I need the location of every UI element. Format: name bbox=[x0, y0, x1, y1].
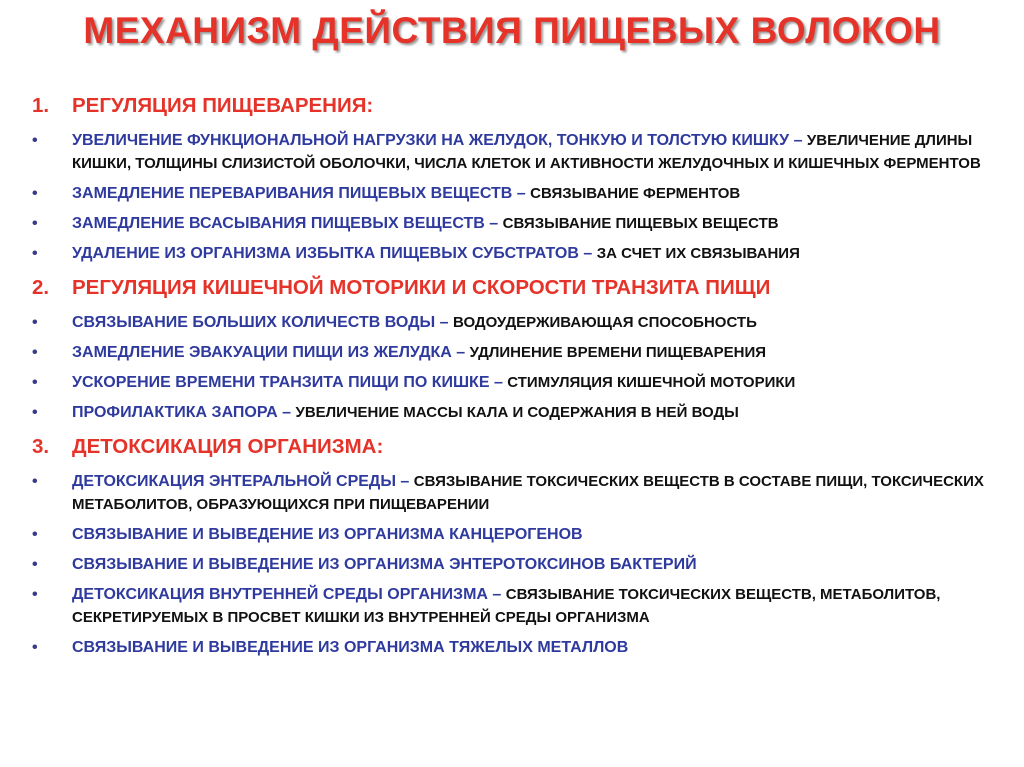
item-text bbox=[72, 341, 992, 364]
bullet-icon: • bbox=[32, 245, 38, 262]
list-item bbox=[32, 583, 992, 629]
item-text bbox=[72, 242, 992, 265]
section-heading-1 bbox=[32, 92, 992, 120]
item-lead: ДЕТОКСИКАЦИЯ ЭНТЕРАЛЬНОЙ СРЕДЫ – bbox=[72, 473, 410, 490]
item-desc: СВЯЗЫВАНИЕ ПИЩЕВЫХ ВЕЩЕСТВ bbox=[502, 215, 779, 232]
list-item bbox=[32, 341, 992, 364]
item-lead: ПРОФИЛАКТИКА ЗАПОРА – bbox=[72, 404, 292, 421]
item-desc: СВЯЗЫВАНИЕ ТОКСИЧЕСКИХ ВЕЩЕСТВ В СОСТАВЕ ПИЩИ, ТОКСИЧЕСКИХ МЕТАБОЛИТОВ, ОБРАЗУЮЩИХСЯ ПРИ ПИЩЕВАРЕНИИ bbox=[72, 473, 984, 513]
item-text bbox=[72, 523, 992, 546]
bullet-icon: • bbox=[32, 639, 38, 656]
item-text bbox=[72, 311, 992, 334]
bullet-icon: • bbox=[32, 185, 38, 202]
list-item bbox=[32, 311, 992, 334]
section-heading-2 bbox=[32, 274, 992, 302]
list-item bbox=[32, 470, 992, 516]
item-text bbox=[72, 636, 992, 659]
section-title: ДЕТОКСИКАЦИЯ ОРГАНИЗМА: bbox=[72, 435, 384, 458]
section-title: РЕГУЛЯЦИЯ ПИЩЕВАРЕНИЯ: bbox=[72, 94, 374, 117]
list-item bbox=[32, 242, 992, 265]
section-heading-3 bbox=[32, 433, 992, 461]
item-desc: ВОДОУДЕРЖИВАЮЩАЯ СПОСОБНОСТЬ bbox=[452, 314, 757, 331]
item-text bbox=[72, 212, 992, 235]
bullet-icon: • bbox=[32, 586, 38, 603]
item-lead: СВЯЗЫВАНИЕ И ВЫВЕДЕНИЕ ИЗ ОРГАНИЗМА ЭНТЕРОТОКСИНОВ БАКТЕРИЙ bbox=[72, 556, 697, 573]
item-text bbox=[72, 401, 992, 424]
slide-content bbox=[32, 92, 992, 659]
item-lead: ЗАМЕДЛЕНИЕ ЭВАКУАЦИИ ПИЩИ ИЗ ЖЕЛУДКА – bbox=[72, 344, 466, 361]
section-number: 2. bbox=[32, 276, 50, 299]
item-desc: УВЕЛИЧЕНИЕ МАССЫ КАЛА И СОДЕРЖАНИЯ В НЕЙ ВОДЫ bbox=[295, 404, 739, 421]
item-desc: СВЯЗЫВАНИЕ ТОКСИЧЕСКИХ ВЕЩЕСТВ, МЕТАБОЛИТОВ, СЕКРЕТИРУЕМЫХ В ПРОСВЕТ КИШКИ ИЗ ВНУТРЕННЕЙ СРЕДЫ ОРГАНИЗМА bbox=[72, 586, 941, 626]
item-text bbox=[72, 470, 992, 516]
item-lead: ЗАМЕДЛЕНИЕ ВСАСЫВАНИЯ ПИЩЕВЫХ ВЕЩЕСТВ – bbox=[72, 215, 499, 232]
section-number: 3. bbox=[32, 435, 50, 458]
item-text bbox=[72, 371, 992, 394]
bullet-icon: • bbox=[32, 215, 38, 232]
item-lead: УСКОРЕНИЕ ВРЕМЕНИ ТРАНЗИТА ПИЩИ ПО КИШКЕ – bbox=[72, 374, 503, 391]
bullet-icon: • bbox=[32, 526, 38, 543]
bullet-icon: • bbox=[32, 314, 38, 331]
item-lead: СВЯЗЫВАНИЕ И ВЫВЕДЕНИЕ ИЗ ОРГАНИЗМА КАНЦЕРОГЕНОВ bbox=[72, 526, 583, 543]
item-text bbox=[72, 553, 992, 576]
item-desc: СТИМУЛЯЦИЯ КИШЕЧНОЙ МОТОРИКИ bbox=[507, 374, 796, 391]
section-title: РЕГУЛЯЦИЯ КИШЕЧНОЙ МОТОРИКИ И СКОРОСТИ ТРАНЗИТА ПИЩИ bbox=[72, 276, 771, 299]
list-item bbox=[32, 371, 992, 394]
bullet-icon: • bbox=[32, 344, 38, 361]
bullet-icon: • bbox=[32, 404, 38, 421]
item-lead: СВЯЗЫВАНИЕ И ВЫВЕДЕНИЕ ИЗ ОРГАНИЗМА ТЯЖЕЛЫХ МЕТАЛЛОВ bbox=[72, 639, 629, 656]
list-item bbox=[32, 129, 992, 175]
item-lead: ЗАМЕДЛЕНИЕ ПЕРЕВАРИВАНИЯ ПИЩЕВЫХ ВЕЩЕСТВ – bbox=[72, 185, 526, 202]
bullet-icon: • bbox=[32, 556, 38, 573]
list-item bbox=[32, 553, 992, 576]
item-lead: УДАЛЕНИЕ ИЗ ОРГАНИЗМА ИЗБЫТКА ПИЩЕВЫХ СУБСТРАТОВ – bbox=[72, 245, 593, 262]
bullet-icon: • bbox=[32, 374, 38, 391]
item-text bbox=[72, 182, 992, 205]
item-lead: СВЯЗЫВАНИЕ БОЛЬШИХ КОЛИЧЕСТВ ВОДЫ – bbox=[72, 314, 449, 331]
item-desc: ЗА СЧЕТ ИХ СВЯЗЫВАНИЯ bbox=[596, 245, 800, 262]
list-item bbox=[32, 636, 992, 659]
item-desc: УДЛИНЕНИЕ ВРЕМЕНИ ПИЩЕВАРЕНИЯ bbox=[469, 344, 767, 361]
item-desc: УВЕЛИЧЕНИЕ ДЛИНЫ КИШКИ, ТОЛЩИНЫ СЛИЗИСТОЙ ОБОЛОЧКИ, ЧИСЛА КЛЕТОК И АКТИВНОСТИ ЖЕЛУДОЧНЫХ И КИШЕЧНЫХ ФЕРМЕНТОВ bbox=[72, 132, 981, 172]
item-lead: УВЕЛИЧЕНИЕ ФУНКЦИОНАЛЬНОЙ НАГРУЗКИ НА ЖЕЛУДОК, ТОНКУЮ И ТОЛСТУЮ КИШКУ – bbox=[72, 132, 803, 149]
list-item bbox=[32, 212, 992, 235]
section-number: 1. bbox=[32, 94, 50, 117]
bullet-icon: • bbox=[32, 473, 38, 490]
item-lead: ДЕТОКСИКАЦИЯ ВНУТРЕННЕЙ СРЕДЫ ОРГАНИЗМА – bbox=[72, 586, 502, 603]
list-item bbox=[32, 401, 992, 424]
item-text bbox=[72, 583, 992, 629]
list-item bbox=[32, 523, 992, 546]
item-text bbox=[72, 129, 992, 175]
slide-title: МЕХАНИЗМ ДЕЙСТВИЯ ПИЩЕВЫХ ВОЛОКОН bbox=[83, 10, 941, 51]
item-desc: СВЯЗЫВАНИЕ ФЕРМЕНТОВ bbox=[530, 185, 741, 202]
list-item bbox=[32, 182, 992, 205]
bullet-icon: • bbox=[32, 132, 38, 149]
